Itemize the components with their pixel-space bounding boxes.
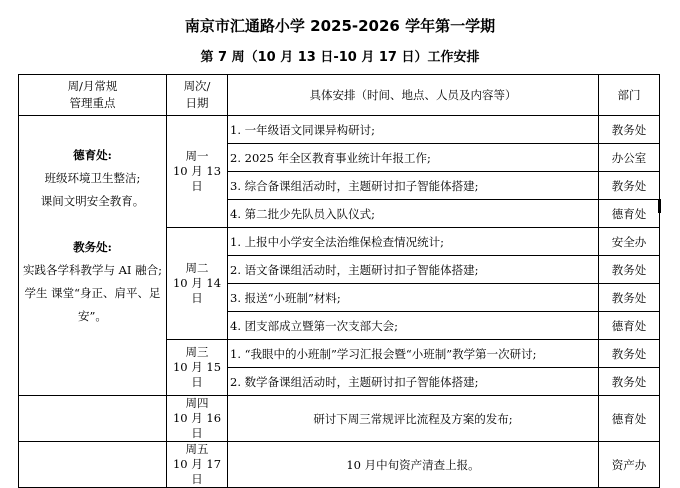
day-name: 周三 bbox=[185, 345, 209, 359]
table-row bbox=[19, 116, 660, 144]
day-cell-friday bbox=[167, 442, 228, 488]
dept-cell: 教务处 bbox=[599, 368, 660, 396]
document-title: 南京市汇通路小学 2025-2026 学年第一学期 bbox=[184, 17, 496, 35]
day-date: 10 月 14 日 bbox=[172, 276, 222, 305]
dept-cell: 安全办 bbox=[599, 228, 660, 256]
teaching-item: 学生 课堂“身正、肩平、足 bbox=[24, 285, 161, 300]
task-cell: 研讨下周三常规评比流程及方案的发布; bbox=[228, 396, 599, 442]
document-subtitle: 第 7 周（10 月 13 日-10 月 17 日）工作安排 bbox=[200, 50, 480, 65]
header-focus-line1: 周/月常规 bbox=[67, 79, 118, 93]
dept-cell: 德育处 bbox=[599, 312, 660, 340]
header-task: 具体安排（时间、地点、人员及内容等） bbox=[228, 75, 599, 116]
task-cell: 1. 上报中小学安全法治维保检查情况统计; bbox=[228, 228, 599, 256]
header-day-line2: 日期 bbox=[185, 96, 209, 110]
day-cell-thursday bbox=[167, 396, 228, 442]
dept-cell: 德育处 bbox=[599, 396, 660, 442]
day-name: 周四 bbox=[185, 396, 209, 410]
schedule-table bbox=[18, 74, 660, 488]
text-cursor-mark bbox=[658, 199, 661, 213]
focus-empty-cell bbox=[19, 442, 167, 488]
day-date: 10 月 17 日 bbox=[172, 457, 222, 486]
day-name: 周二 bbox=[185, 261, 209, 275]
dept-cell: 教务处 bbox=[599, 116, 660, 144]
dept-cell: 资产办 bbox=[599, 442, 660, 488]
table-row bbox=[19, 396, 660, 442]
header-dept: 部门 bbox=[599, 75, 660, 116]
header-focus-line2: 管理重点 bbox=[69, 96, 116, 110]
table-row bbox=[19, 442, 660, 488]
dept-cell: 教务处 bbox=[599, 284, 660, 312]
dept-cell: 教务处 bbox=[599, 256, 660, 284]
day-cell-wednesday bbox=[167, 340, 228, 396]
day-date: 10 月 15 日 bbox=[172, 360, 222, 389]
day-cell-tuesday bbox=[167, 228, 228, 340]
dept-cell: 办公室 bbox=[599, 144, 660, 172]
moral-item: 课间文明安全教育。 bbox=[40, 193, 145, 208]
task-cell: 1. “我眼中的小班制”学习汇报会暨“小班制”教学第一次研讨; bbox=[228, 340, 599, 368]
task-cell: 2. 2025 年全区教育事业统计年报工作; bbox=[228, 144, 599, 172]
day-name: 周一 bbox=[185, 149, 209, 163]
task-cell: 2. 数学备课组活动时，主题研讨扣子智能体搭建; bbox=[228, 368, 599, 396]
moral-dept-title: 德育处: bbox=[73, 147, 112, 162]
task-cell: 1. 一年级语文同课异构研讨; bbox=[228, 116, 599, 144]
header-row bbox=[19, 75, 660, 116]
focus-empty-cell bbox=[19, 396, 167, 442]
dept-cell: 教务处 bbox=[599, 340, 660, 368]
day-date: 10 月 13 日 bbox=[172, 164, 222, 193]
header-focus bbox=[19, 75, 167, 116]
day-name: 周五 bbox=[185, 442, 209, 456]
header-day bbox=[167, 75, 228, 116]
task-cell: 4. 第二批少先队员入队仪式; bbox=[228, 200, 599, 228]
dept-cell: 教务处 bbox=[599, 172, 660, 200]
task-cell: 2. 语文备课组活动时，主题研讨扣子智能体搭建; bbox=[228, 256, 599, 284]
task-cell: 4. 团支部成立暨第一次支部大会; bbox=[228, 312, 599, 340]
day-cell-monday bbox=[167, 116, 228, 228]
day-date: 10 月 16 日 bbox=[172, 411, 222, 440]
task-cell: 10 月中旬资产清查上报。 bbox=[228, 442, 599, 488]
management-focus-cell bbox=[19, 116, 167, 396]
task-cell: 3. 综合备课组活动时，主题研讨扣子智能体搭建; bbox=[228, 172, 599, 200]
teaching-dept-title: 教务处: bbox=[73, 239, 112, 254]
teaching-item: 安”。 bbox=[78, 308, 107, 323]
header-day-line1: 周次/ bbox=[183, 79, 211, 93]
dept-cell: 德育处 bbox=[599, 200, 660, 228]
teaching-item: 实践各学科教学与 AI 融合; bbox=[22, 262, 163, 277]
task-cell: 3. 报送“小班制”材料; bbox=[228, 284, 599, 312]
moral-item: 班级环境卫生整洁; bbox=[44, 170, 141, 185]
